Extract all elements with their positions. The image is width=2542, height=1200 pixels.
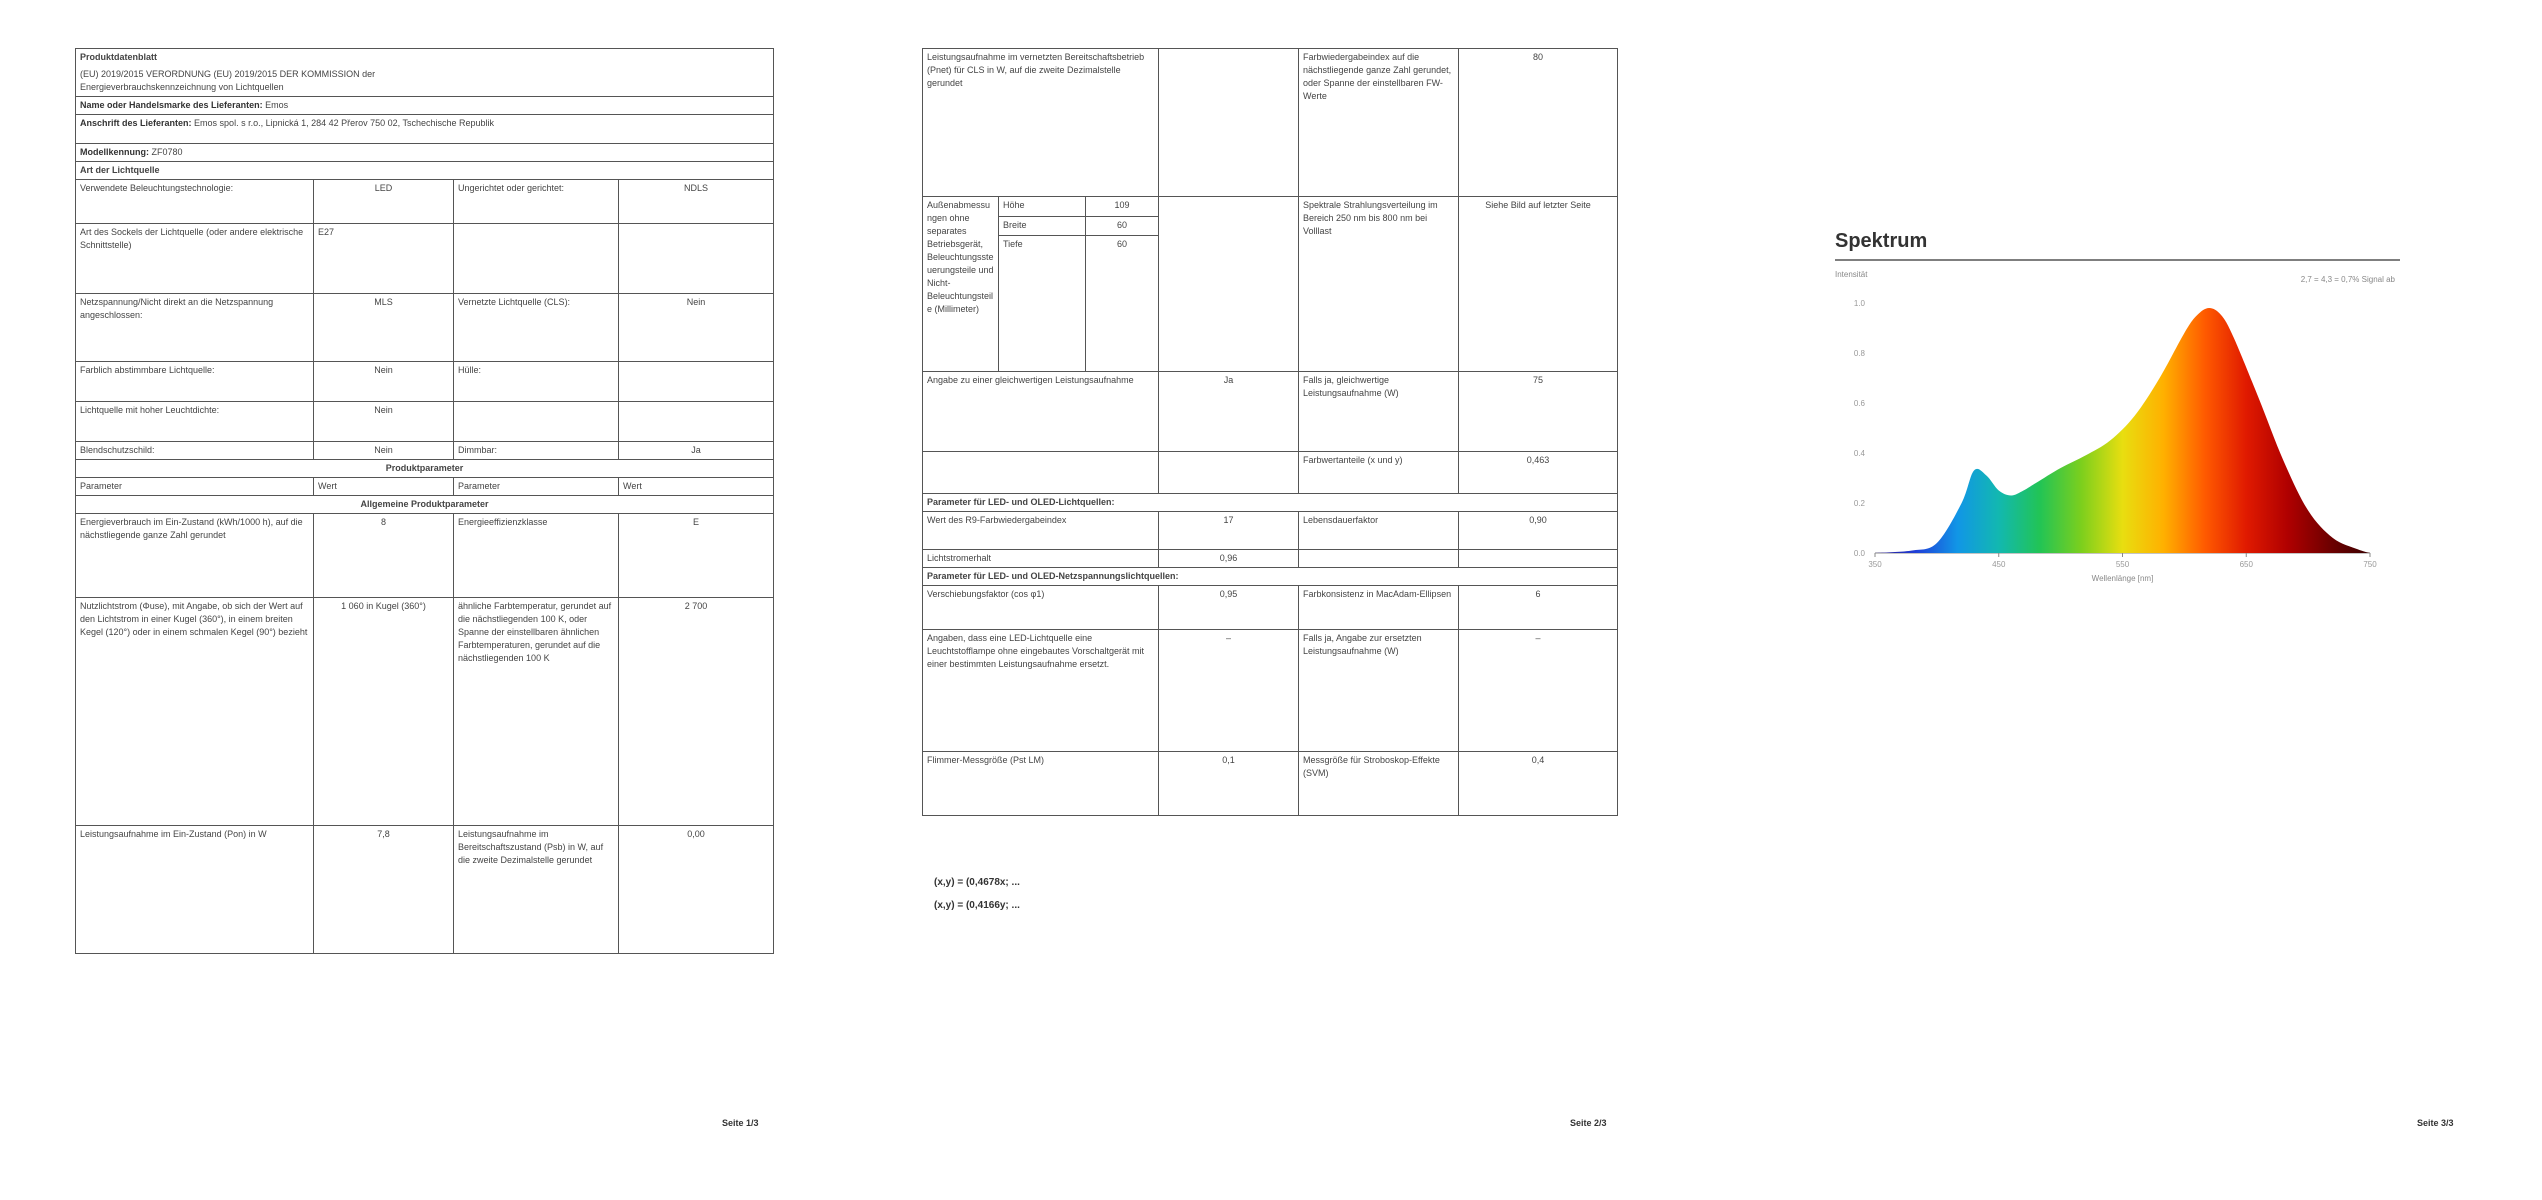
table-row: Art des Sockels der Lichtquelle (oder andere elektrische Schnittstelle) E27 [76,224,774,294]
table-row: Nutzlichtstrom (Φuse), mit Angabe, ob sich der Wert auf den Lichtstrom in einer Kugel (360°), in einem breiten Kegel (120°) oder in einem schmalen Kegel (90°) bezieht 1 060 in Kugel (360°) ähnliche Farbtemperatur, gerundet auf die nächstliegenden 100 K, oder Spanne der einstellbaren ähnlichen Farbtemperaturen, gerundet auf die nächstliegenden 100 K 2 700 [76,598,774,826]
table-row: Flimmer-Messgröße (Pst LM) 0,1 Messgröße für Stroboskop-Effekte (SVM) 0,4 [923,752,1618,816]
datasheet-table-1 [75,48,774,954]
section-general-params: Allgemeine Produktparameter [76,496,774,514]
footnote-1: (x,y) = (0,4678x; ... [934,877,1020,888]
table-row: Netzspannung/Nicht direkt an die Netzspannung angeschlossen: MLS Vernetzte Lichtquelle (CLS): Nein [76,294,774,362]
page-number: Seite 1/3 [722,1118,759,1128]
page-2 [848,0,1695,1200]
dimensions-row: Tiefe 60 [923,236,1618,372]
table-row: Farblich abstimmbare Lichtquelle: Nein Hülle: [76,362,774,402]
table-row: Blendschutzschild: Nein Dimmbar: Ja [76,442,774,460]
page-number: Seite 3/3 [2417,1118,2454,1128]
chart-legend: 2,7 = 4,3 = 0,7% Signal ab [2300,275,2395,284]
dimensions-row: Außenabmessungen ohne separates Betriebsgerät, Beleuchtungssteuerungsteile und Nicht-Beleuchtungsteile (Millimeter) Höhe 109 Spektrale Strahlungsverteilung im Bereich 250 nm bis 800 nm bei Volllast Siehe Bild auf letzter Seite [923,197,1618,217]
column-headers: Parameter Wert Parameter Wert [76,478,774,496]
page-1 [0,0,848,1200]
supplier-name: Name oder Handelsmarke des Lieferanten: Emos [76,97,774,115]
page-3 [1695,0,2542,1200]
table-row: Leistungsaufnahme im vernetzten Bereitschaftsbetrieb (Pnet) für CLS in W, auf die zweite Dezimalstelle gerundet Farbwiedergabeindex auf die nächstliegende ganze Zahl gerundet, oder Spanne der einstellbaren FW-Werte 80 [923,49,1618,197]
y-tick-label: 0.8 [1853,349,1865,358]
table-row: Verwendete Beleuchtungstechnologie: LED Ungerichtet oder gerichtet: NDLS [76,180,774,224]
model-id: Modellkennung: ZF0780 [76,144,774,162]
page-number: Seite 2/3 [1570,1118,1607,1128]
regulation-text: (EU) 2019/2015 VERORDNUNG (EU) 2019/2015 DER KOMMISSION der Energieverbrauchskennzeichnung von Lichtquellen [76,66,774,97]
datasheet-table-2 [922,48,1618,816]
y-tick-label: 0.2 [1853,499,1865,508]
supplier-address: Anschrift des Lieferanten: Emos spol. s r.o., Lipnická 1, 284 42 Přerov 750 02, Tschechische Republik [76,115,774,144]
x-axis-label: Wellenlänge [nm] [2091,574,2154,583]
table-row: Lichtstromerhalt 0,96 [923,550,1618,568]
y-axis-label: Intensität [1835,270,1868,279]
y-tick-label: 0.0 [1853,549,1865,558]
table-row: Leistungsaufnahme im Ein-Zustand (Pon) in W 7,8 Leistungsaufnahme im Bereitschaftszustand (Psb) in W, auf die zweite Dezimalstelle gerundet 0,00 [76,826,774,954]
chart-title: Spektrum [1835,230,1928,252]
spectrum-area [1875,303,2370,553]
y-tick-label: 0.4 [1853,449,1865,458]
section-led: Parameter für LED- und OLED-Lichtquellen: [923,494,1618,512]
dimensions-row: Breite 60 [923,216,1618,236]
section-light-type: Art der Lichtquelle [76,162,774,180]
y-tick-label: 0.6 [1853,399,1865,408]
table-row: Wert des R9-Farbwiedergabeindex 17 Lebensdauerfaktor 0,90 [923,512,1618,550]
page-title: Produktdatenblatt [76,49,774,67]
y-tick-label: 1.0 [1853,299,1865,308]
table-row: Angabe zu einer gleichwertigen Leistungsaufnahme Ja Falls ja, gleichwertige Leistungsaufnahme (W) 75 [923,372,1618,452]
x-tick-label: 750 [2363,560,2377,569]
x-tick-label: 650 [2239,560,2253,569]
x-tick-label: 350 [1868,560,1882,569]
table-row: Verschiebungsfaktor (cos φ1) 0,95 Farbkonsistenz in MacAdam-Ellipsen 6 [923,586,1618,630]
section-mains: Parameter für LED- und OLED-Netzspannungslichtquellen: [923,568,1618,586]
section-product-params: Produktparameter [76,460,774,478]
x-tick-label: 550 [2115,560,2130,569]
table-row: Farbwertanteile (x und y) 0,463 [923,452,1618,494]
footnote-2: (x,y) = (0,4166y; ... [934,900,1020,911]
table-row: Lichtquelle mit hoher Leuchtdichte: Nein [76,402,774,442]
spectrum-chart [1835,225,2405,585]
table-row: Angaben, dass eine LED-Lichtquelle eine Leuchtstofflampe ohne eingebautes Vorschaltgerät mit einer bestimmten Leistungsaufnahme ersetzt. – Falls ja, Angabe zur ersetzten Leistungsaufnahme (W) – [923,630,1618,752]
x-tick-label: 450 [1992,560,2006,569]
table-row: Energieverbrauch im Ein-Zustand (kWh/1000 h), auf die nächstliegende ganze Zahl gerundet 8 Energieeffizienzklasse E [76,514,774,598]
